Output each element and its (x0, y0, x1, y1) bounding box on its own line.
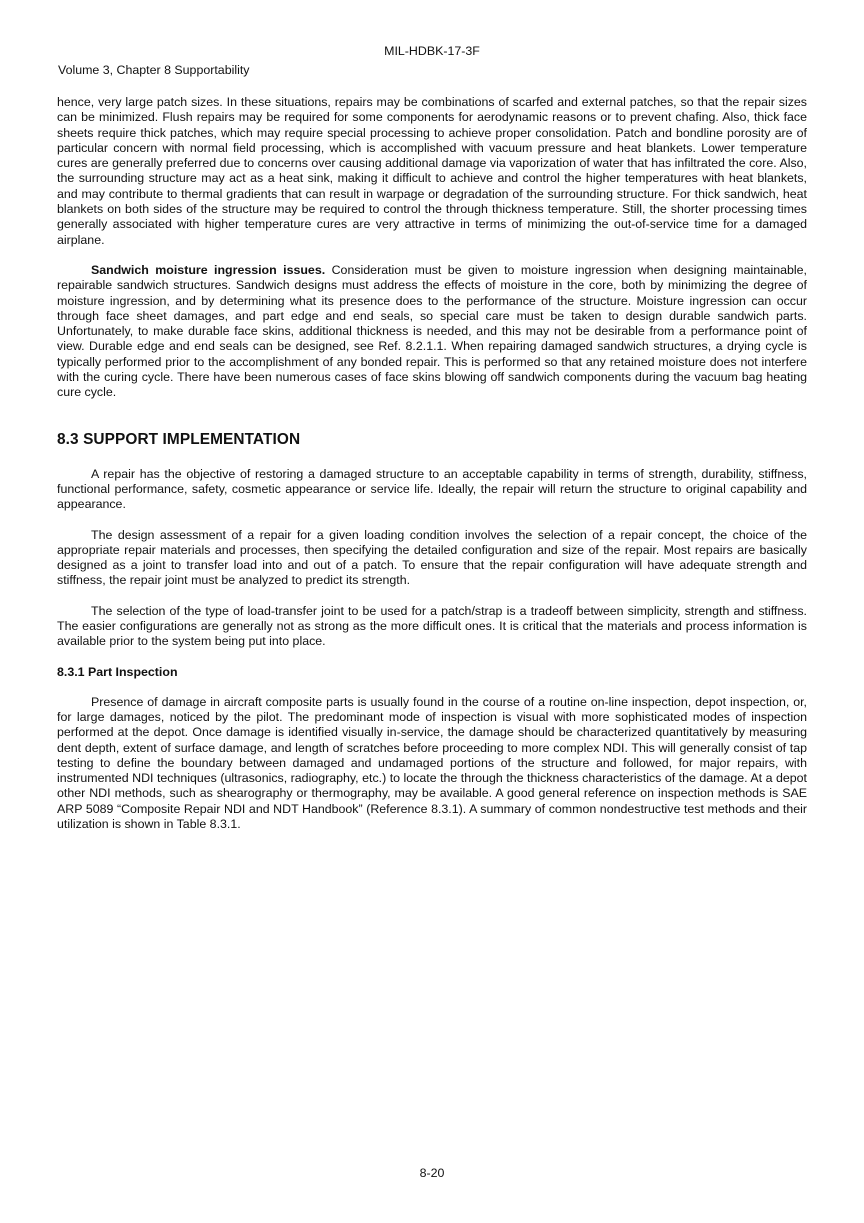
paragraph-continued: hence, very large patch sizes. In these situations, repairs may be combinations of scarfed and external patches, so that the repair sizes can be minimized. Flush repairs may be required for some components for aerodynamic reasons or to prevent chafing. Also, thick face sheets require thick patches, which may require special processing to achieve proper consolidation. Patch and bondline porosity are of particular concern with normal field processing, which is accomplished with vacuum pressure and heat blankets. Lower temperature cures are generally preferred due to concerns over causing additional damage via vaporization of water that has infiltrated the core. Also, the surrounding structure may act as a heat sink, making it difficult to achieve and control the higher temperatures with heat blankets, and may contribute to thermal gradients that can result in warpage or degradation of the surrounding structure. For thick sandwich, heat blankets on both sides of the structure may be required to control the through thickness temperature. Still, the shorter processing times generally associated with higher temperature cures are very attractive in terms of minimizing the out-of-service time for a damaged airplane. (57, 95, 807, 247)
paragraph-design-assessment: The design assessment of a repair for a given loading condition involves the selection of a repair concept, the choice of the appropriate repair materials and processes, then specifying the detailed configuration and size of the repair. Most repairs are basically designed as a joint to transfer load into and out of a patch. To ensure that the repair configuration will have adequate strength and stiffness, the repair joint must be analyzed to predict its strength. (57, 527, 807, 588)
page-body (57, 95, 807, 832)
run-in-heading: Sandwich moisture ingression issues. (91, 262, 326, 277)
paragraph-text: Consideration must be given to moisture ingression when designing maintainable, repairable sandwich structures. Sandwich designs must address the effects of moisture in the core, both by minimizing the degree of moisture ingression, and by determining what its presence does to the performance of the structure. Moisture ingression can occur through face sheet damages, and part edge and end seals, so special care must be taken to design durable sandwich parts. Unfortunately, to make durable face skins, additional thickness is needed, and this may not be desirable from a performance point of view. Durable edge and end seals can be designed, see Ref. 8.2.1.1. When repairing damaged sandwich structures, a drying cycle is typically performed prior to the accomplishment of any bonded repair. This is performed so that any retained moisture does not interfere with the curing cycle. There have been numerous cases of face skins blowing off sandwich components during the vacuum bag heating cure cycle. (57, 262, 807, 400)
page-number: 8-20 (419, 1166, 445, 1180)
section-heading: 8.3 SUPPORT IMPLEMENTATION (57, 430, 301, 448)
paragraph-part-inspection: Presence of damage in aircraft composite parts is usually found in the course of a routine on-line inspection, depot inspection, or, for large damages, noticed by the pilot. The predominant mode of inspection is visual with more sophisticated modes of inspection performed at the depot. Once damage is identified visually in-service, the damage should be characterized quantitatively by measuring dent depth, extent of surface damage, and length of scratches before proceeding to more complex NDI. This will generally consist of tap testing to define the boundary between damaged and undamaged portions of the structure and followed, for major repairs, with instrumented NDI techniques (ultrasonics, radiography, etc.) to locate the through the thickness characteristics of the damage. At a depot other NDI methods, such as shearography or thermography, may be available. A good general reference on inspection methods is SAE ARP 5089 “Composite Repair NDI and NDT Handbook” (Reference 8.3.1). A summary of common nondestructive test methods and their utilization is shown in Table 8.3.1. (57, 694, 807, 831)
document-id: MIL-HDBK-17-3F (384, 44, 480, 58)
subsection-heading: 8.3.1 Part Inspection (57, 664, 178, 679)
paragraph-repair-objective: A repair has the objective of restoring a damaged structure to an acceptable capability in terms of strength, durability, stiffness, functional performance, safety, cosmetic appearance or service life. Ideally, the repair will return the structure to original capability and appearance. (57, 466, 807, 512)
paragraph-joint-selection: The selection of the type of load-transfer joint to be used for a patch/strap is a tradeoff between simplicity, strength and stiffness. The easier configurations are generally not as strong as the more difficult ones. It is critical that the materials and process information is available prior to the system being put into place. (57, 603, 807, 649)
running-head: Volume 3, Chapter 8 Supportability (58, 63, 250, 77)
paragraph-sandwich-moisture (57, 263, 807, 401)
